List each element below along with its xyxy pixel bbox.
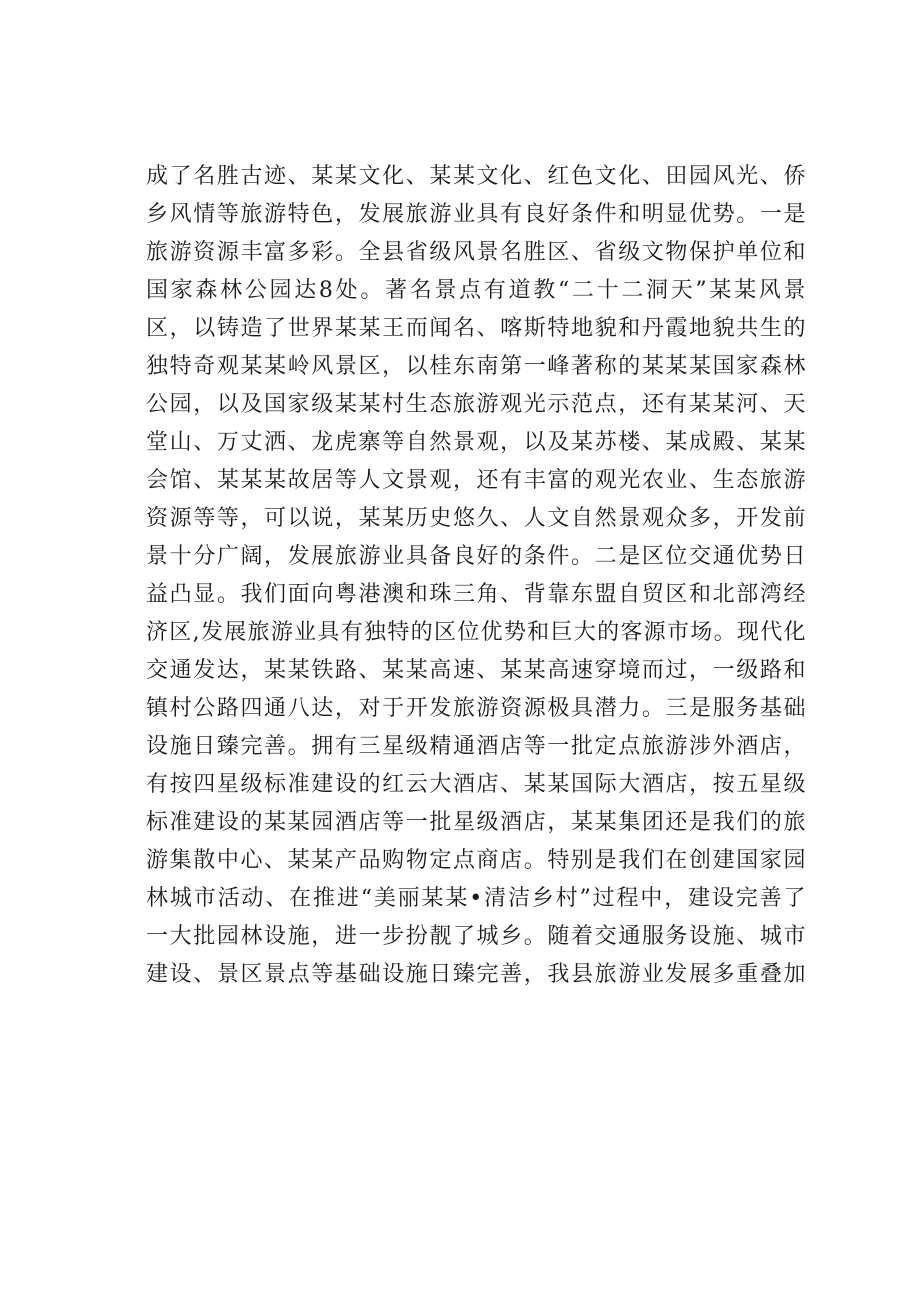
text-line: 林城市活动、在推进“美丽某某•清洁乡村”过程中，建设完善了	[146, 886, 806, 911]
text-line: 独特奇观某某岭风景区，以桂东南第一峰著称的某某某国家森林	[146, 354, 806, 379]
text-line: 资源等等，可以说，某某历史悠久、人文自然景观众多，开发前	[146, 506, 806, 531]
text-line: 济区,发展旅游业具有独特的区位优势和巨大的客源市场。现代化	[146, 620, 806, 645]
text-line: 会馆、某某某故居等人文景观，还有丰富的观光农业、生态旅游	[146, 468, 806, 493]
text-line: 公园，以及国家级某某村生态旅游观光示范点，还有某某河、天	[146, 392, 806, 417]
text-line: 乡风情等旅游特色，发展旅游业具有良好条件和明显优势。一是	[146, 202, 806, 227]
text-line: 一大批园林设施，进一步扮靓了城乡。随着交通服务设施、城市	[146, 924, 806, 949]
text-line: 标准建设的某某园酒店等一批星级酒店，某某集团还是我们的旅	[146, 810, 806, 835]
text-line: 国家森林公园达8处。著名景点有道教“二十二洞天”某某风景	[146, 278, 806, 303]
text-line: 交通发达，某某铁路、某某高速、某某高速穿境而过，一级路和	[146, 658, 806, 683]
text-line: 区，以铸造了世界某某王而闻名、喀斯特地貌和丹霞地貌共生的	[146, 316, 806, 341]
text-line: 设施日臻完善。拥有三星级精通酒店等一批定点旅游涉外酒店，	[146, 734, 806, 759]
text-line: 益凸显。我们面向粤港澳和珠三角、背靠东盟自贸区和北部湾经	[146, 582, 806, 607]
text-line: 成了名胜古迹、某某文化、某某文化、红色文化、田园风光、侨	[146, 164, 806, 189]
text-line: 建设、景区景点等基础设施日臻完善，我县旅游业发展多重叠加	[146, 962, 806, 987]
text-line: 有按四星级标准建设的红云大酒店、某某国际大酒店，按五星级	[146, 772, 806, 797]
text-line: 游集散中心、某某产品购物定点商店。特别是我们在创建国家园	[146, 848, 806, 873]
text-line: 镇村公路四通八达，对于开发旅游资源极具潜力。三是服务基础	[146, 696, 806, 721]
body-text	[146, 158, 806, 994]
text-line: 旅游资源丰富多彩。全县省级风景名胜区、省级文物保护单位和	[146, 240, 806, 265]
text-line: 景十分广阔，发展旅游业具备良好的条件。二是区位交通优势日	[146, 544, 806, 569]
text-line: 堂山、万丈洒、龙虎寨等自然景观，以及某苏楼、某成殿、某某	[146, 430, 806, 455]
